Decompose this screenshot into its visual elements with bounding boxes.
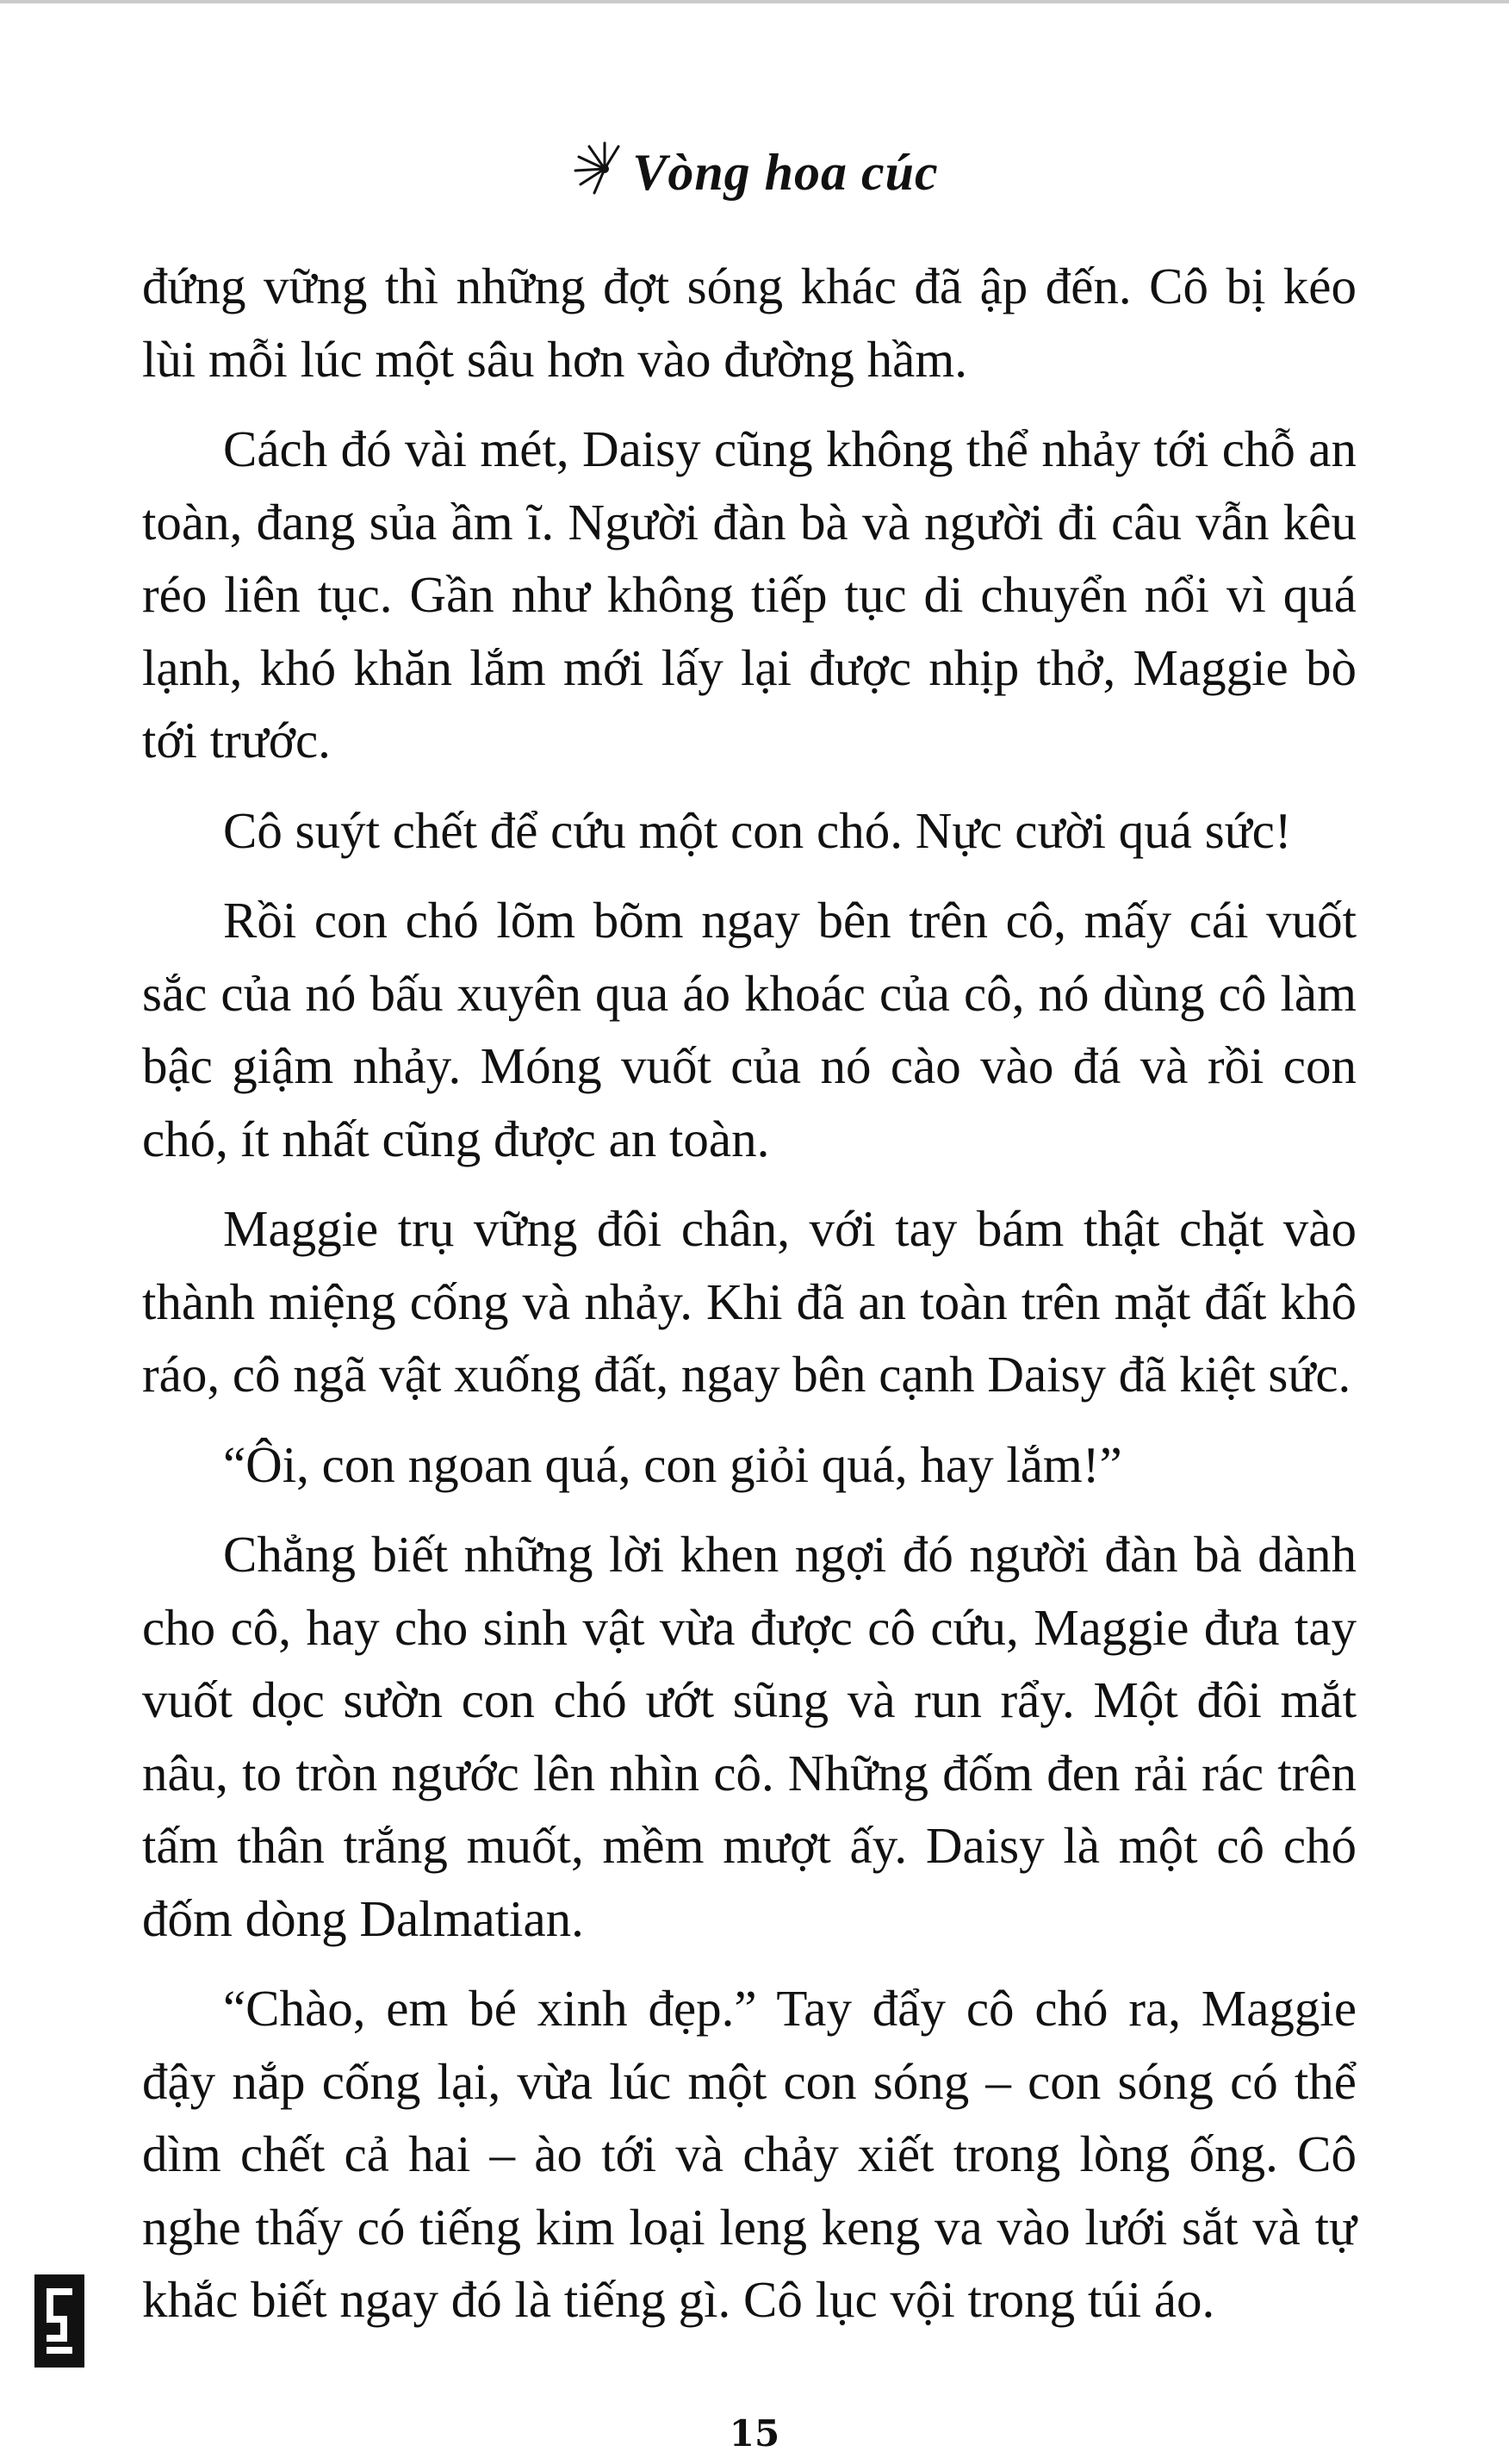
paragraph: Rồi con chó lõm bõm ngay bên trên cô, mấy cái vuốt sắc của nó bấu xuyên qua áo khoác của cô, nó dùng cô làm bậc giậm nhảy. Móng vuốt của nó cào vào đá và rồi con chó, ít nhất cũng được an toàn.	[142, 892, 1357, 1167]
body-text	[142, 250, 1357, 2354]
paragraph: “Ôi, con ngoan quá, con giỏi quá, hay lắm!”	[223, 1435, 1122, 1493]
paragraph: Cách đó vài mét, Daisy cũng không thể nhảy tới chỗ an toàn, đang sủa ầm ĩ. Người đàn bà và người đi câu vẫn kêu réo liên tục. Gần như không tiếp tục di chuyển nổi vì quá lạnh, khó khăn lắm mới lấy lại được nhịp thở, Maggie bò tới trước.	[142, 420, 1357, 768]
paragraph: Chẳng biết những lời khen ngợi đó người đàn bà dành cho cô, hay cho sinh vật vừa được cô cứu, Maggie đưa tay vuốt dọc sườn con chó ướt sũng và run rẩy. Một đôi mắt nâu, to tròn ngước lên nhìn cô. Những đốm đen rải rác trên tấm thân trắng muốt, mềm mượt ấy. Daisy là một cô chó đốm dòng Dalmatian.	[142, 1526, 1357, 1947]
header-title: Vòng hoa cúc	[632, 144, 939, 201]
top-scan-edge	[0, 0, 1509, 3]
flower-ornament-icon	[570, 138, 630, 198]
running-header	[0, 138, 1509, 202]
page-number: 15	[729, 2412, 780, 2455]
paragraph: đứng vững thì những đợt sóng khác đã ập đến. Cô bị kéo lùi mỗi lúc một sâu hơn vào đường hầm.	[142, 258, 1357, 388]
paragraph: Maggie trụ vững đôi chân, với tay bám thật chặt vào thành miệng cống và nhảy. Khi đã an toàn trên mặt đất khô ráo, cô ngã vật xuống đất, ngay bên cạnh Daisy đã kiệt sức.	[142, 1200, 1357, 1403]
paragraph: “Chào, em bé xinh đẹp.” Tay đẩy cô chó ra, Maggie đậy nắp cống lại, vừa lúc một con sóng – con sóng có thể dìm chết cả hai – ào tới và chảy xiết trong lòng ống. Cô nghe thấy có tiếng kim loại leng keng va vào lưới sắt và tự khắc biết ngay đó là tiếng gì. Cô lục vội trong túi áo.	[142, 1980, 1357, 2328]
paragraph: Cô suýt chết để cứu một con chó. Nực cười quá sức!	[223, 801, 1292, 859]
publisher-logo-icon	[34, 2274, 84, 2368]
